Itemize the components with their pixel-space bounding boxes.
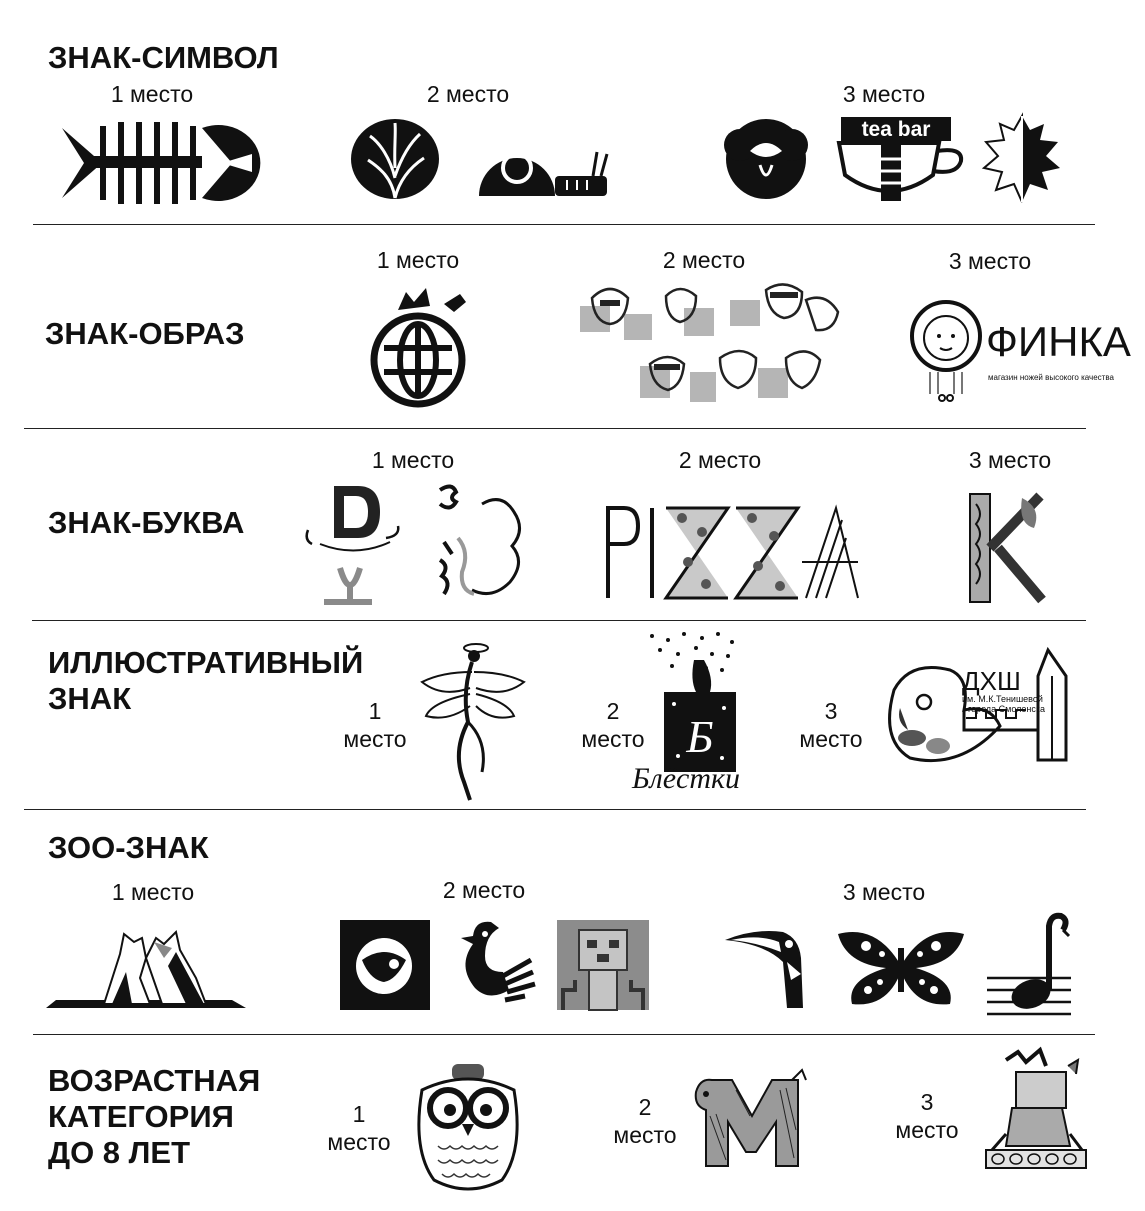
school-name-line2: города Смоленска xyxy=(968,704,1046,714)
snail-tape-logo xyxy=(475,120,610,198)
place-label-1: 1 место xyxy=(110,81,194,107)
section-divider xyxy=(32,620,1086,621)
place-label-3: 3 место xyxy=(895,1089,959,1143)
finka-title: ФИНКА xyxy=(986,318,1131,365)
child-drawing xyxy=(986,1046,1086,1172)
section-title-symbol: ЗНАК-СИМВОЛ xyxy=(48,40,279,75)
tea-bar-cup-logo xyxy=(833,115,968,205)
literatura-portraits-logo xyxy=(580,278,842,416)
place-label-1: 1 место xyxy=(371,447,455,473)
section-divider xyxy=(24,428,1086,429)
section-title-age-category: ВОЗРАСТНАЯ КАТЕГОРИЯ ДО 8 ЛЕТ xyxy=(48,1063,261,1170)
leaf-logo xyxy=(982,112,1062,204)
place-label-2: 2 место xyxy=(662,247,746,273)
lion-square-logo xyxy=(557,920,649,1010)
place-label-2: 2 место xyxy=(581,698,645,752)
blestki-title: Блёстки xyxy=(631,762,741,795)
tree-circle-logo xyxy=(350,118,440,200)
monkey-face-logo xyxy=(720,115,812,201)
place-label-3: 3 место xyxy=(842,879,926,905)
fish-forks-logo xyxy=(62,118,257,208)
place-label-3: 3 место xyxy=(968,447,1052,473)
section-title-image: ЗНАК-ОБРАЗ xyxy=(45,316,245,351)
owl-drawing xyxy=(412,1060,524,1194)
letter-face-z-logo xyxy=(430,482,525,606)
blestki-logo xyxy=(612,630,760,795)
place-label-3: 3 место xyxy=(799,698,863,752)
place-label-2: 2 место xyxy=(678,447,762,473)
two-cats-logo xyxy=(46,918,246,1012)
globe-logo xyxy=(368,280,478,410)
section-divider xyxy=(33,224,1095,225)
section-divider xyxy=(24,809,1086,810)
place-label-1: 1 место xyxy=(376,247,460,273)
school-abbr: ДХШ xyxy=(962,666,1021,696)
note-flamingo-logo xyxy=(987,912,1071,1016)
elephant-m-drawing xyxy=(692,1066,812,1170)
dog-square-logo xyxy=(340,920,430,1010)
section-divider xyxy=(33,1034,1095,1035)
tea-bar-text: tea bar xyxy=(861,118,931,141)
place-label-3: 3 место xyxy=(948,248,1032,274)
bird-logo xyxy=(455,916,535,1014)
place-label-1: 1 место xyxy=(111,879,195,905)
svg-text:Б: Б xyxy=(686,711,714,762)
place-label-1: 1 место xyxy=(343,698,407,752)
place-label-1: 1 место xyxy=(327,1101,391,1155)
pizza-letters-logo xyxy=(602,502,864,602)
finka-tagline: магазин ножей высокого качества xyxy=(988,373,1114,382)
butterfly-logo xyxy=(836,924,966,1008)
art-school-logo xyxy=(880,650,1070,774)
ornate-k-logo xyxy=(962,488,1052,606)
finka-logo xyxy=(908,296,1131,404)
section-title-illustrative: ИЛЛЮСТРАТИВНЫЙ ЗНАК xyxy=(48,645,364,716)
letter-face-d-logo xyxy=(300,482,410,606)
section-title-zoo: ЗОО-ЗНАК xyxy=(48,830,209,865)
place-label-2: 2 место xyxy=(613,1094,677,1148)
school-name-line1: им. М.К.Тенишевой xyxy=(962,694,1043,704)
place-label-2: 2 место xyxy=(442,877,526,903)
place-label-3: 3 место xyxy=(842,81,926,107)
section-title-letter: ЗНАК-БУКВА xyxy=(48,505,245,540)
place-label-2: 2 место xyxy=(426,81,510,107)
dragonfly-woman-logo xyxy=(412,632,528,802)
toucan-logo xyxy=(725,918,815,1010)
